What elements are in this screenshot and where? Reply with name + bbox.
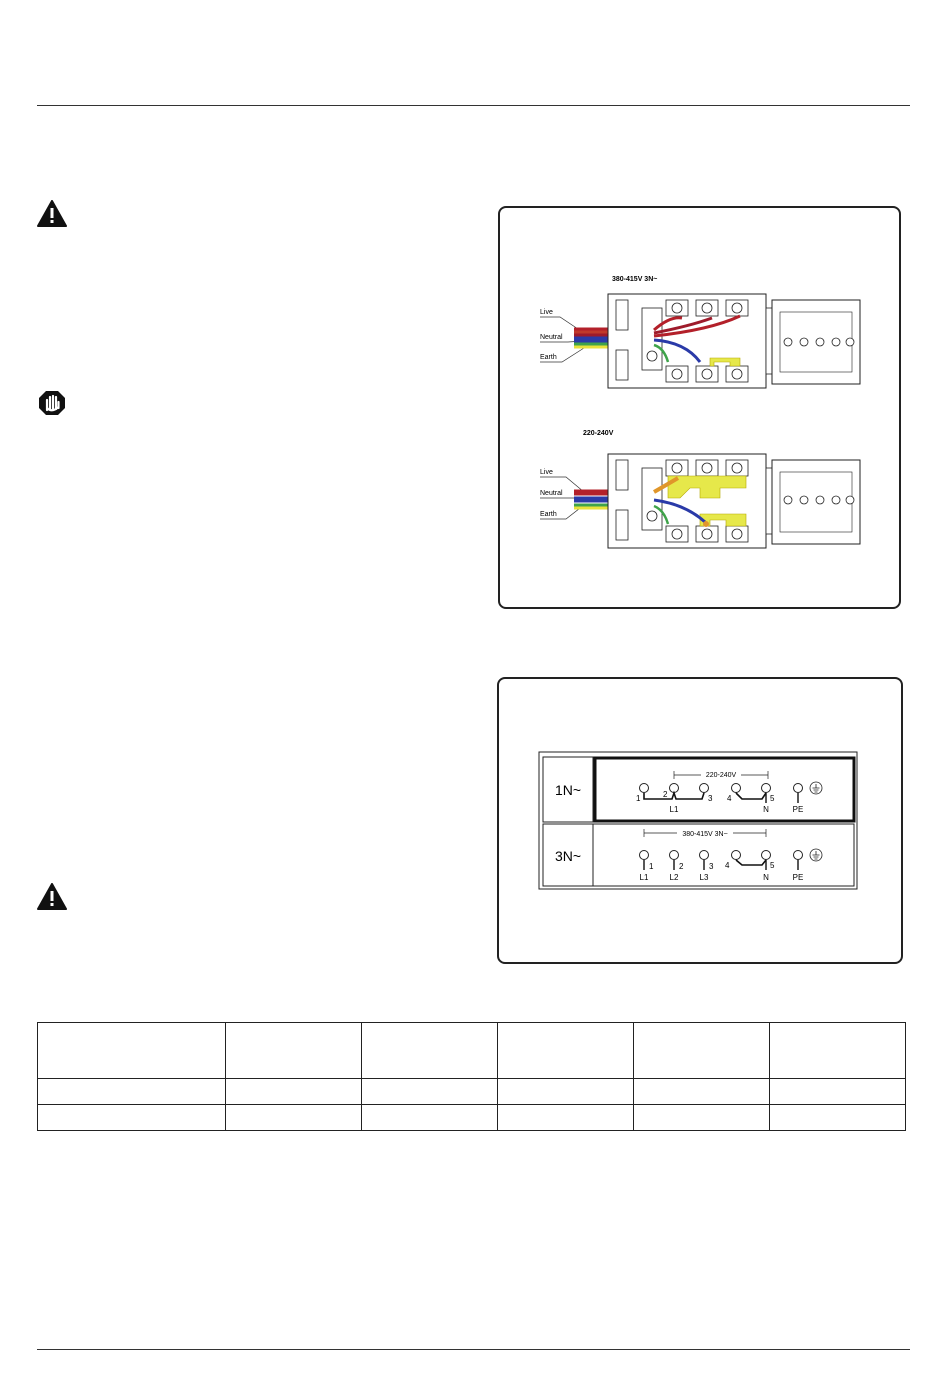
terminal-diagram [499, 679, 905, 966]
table-header-cell [226, 1023, 362, 1079]
terminal-number: 3 [708, 794, 713, 803]
terminal-sublabel: N [763, 873, 769, 882]
table-cell [226, 1105, 362, 1131]
warning-icon [37, 883, 67, 910]
terminal-number: 4 [725, 861, 730, 870]
table-header-cell [38, 1023, 226, 1079]
terminal-sublabel: PE [792, 873, 804, 882]
terminal-number: 3 [709, 862, 714, 871]
row2-voltage: 380-415V 3N~ [682, 831, 728, 838]
row2-label: 3N~ [554, 848, 582, 864]
spec-table [37, 1022, 906, 1131]
terminal-number: 1 [649, 862, 654, 871]
terminal-sublabel: N [763, 805, 769, 814]
wiring-bottom [540, 430, 860, 548]
wire-label-earth: Earth [540, 511, 557, 518]
table-cell [226, 1079, 362, 1105]
stop-hand-icon [37, 389, 67, 417]
terminal-number: 2 [663, 790, 668, 799]
bottom-voltage-label: 220-240V [583, 430, 614, 437]
table-row [38, 1105, 906, 1131]
wire-label-neutral: Neutral [540, 490, 563, 497]
table-cell [498, 1079, 634, 1105]
row1-label: 1N~ [554, 782, 582, 798]
wiring-diagram [500, 208, 903, 611]
table-header-cell [362, 1023, 498, 1079]
table-row [38, 1079, 906, 1105]
ground-icon [810, 849, 822, 861]
table-cell [770, 1079, 906, 1105]
wire-label-live: Live [540, 309, 553, 316]
wiring-top [540, 276, 860, 388]
table-cell [498, 1105, 634, 1131]
table-header-cell [770, 1023, 906, 1079]
wire-label-earth: Earth [540, 354, 557, 361]
terminal-number: 5 [770, 861, 775, 870]
table-cell [770, 1105, 906, 1131]
terminal-number: 1 [636, 794, 641, 803]
table-cell [362, 1105, 498, 1131]
header-rule [37, 105, 910, 106]
footer-rule [37, 1349, 910, 1350]
table-cell [38, 1079, 226, 1105]
table-cell [634, 1105, 770, 1131]
terminal-sublabel: PE [792, 805, 804, 814]
table-header-row [38, 1023, 906, 1079]
table-header-cell [498, 1023, 634, 1079]
wire-label-live: Live [540, 469, 553, 476]
terminal-sublabel: L2 [669, 873, 679, 882]
warning-icon [37, 200, 67, 227]
terminal-sublabel: L1 [639, 873, 649, 882]
terminal-diagram-panel [497, 677, 903, 964]
terminal-number: 4 [727, 794, 732, 803]
ground-icon [810, 782, 822, 794]
terminal-sublabel: L1 [669, 805, 679, 814]
table-cell [362, 1079, 498, 1105]
table-header-cell [634, 1023, 770, 1079]
wiring-diagram-panel [498, 206, 901, 609]
terminal-number: 5 [770, 794, 775, 803]
top-voltage-label: 380-415V 3N~ [612, 276, 658, 283]
wire-label-neutral: Neutral [540, 334, 563, 341]
terminal-number: 2 [679, 862, 684, 871]
table-cell [38, 1105, 226, 1131]
table-cell [634, 1079, 770, 1105]
row1-voltage: 220-240V [705, 772, 737, 779]
terminal-sublabel: L3 [699, 873, 709, 882]
